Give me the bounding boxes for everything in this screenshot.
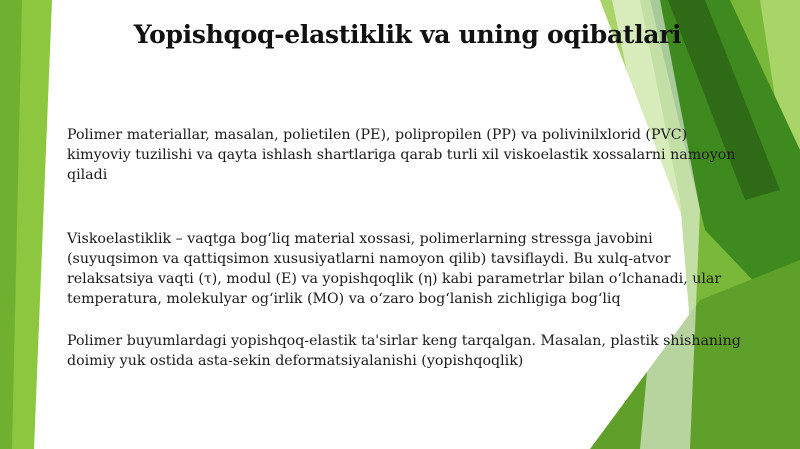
slide-title: Yopishqoq-elastiklik va uning oqibatlari [133, 20, 682, 49]
paragraph-1: Polimer materiallar, masalan, polietilen (PE), polipropilen (PP) va polivinilxlorid (PVC) kimyoviy tuzilishi va qayta ishlash shartlariga qarab turli xil viskoelastik xossalarni namoyon qiladi [67, 127, 736, 183]
paragraph-2: Viskoelastiklik – vaqtga bog‘liq material xossasi, polimerlarning stressga javobini (suyuqsimon va qattiqsimon xususiyatlarni namoyon qilib) tavsiflaydi. Bu xulq-atvor relaksatsiya vaqti (τ), modul (E) va yopishqoqlik (η) kabi parametrlar bilan o‘lchanadi, ular temperatura, molekulyar og‘irlik (MO) va o‘zaro bog‘lanish zichligiga bog‘liq [67, 231, 722, 307]
paragraph-3: Polimer buyumlardagi yopishqoq-elastik ta'sirlar keng tarqalgan. Masalan, plastik shishaning doimiy yuk ostida asta-sekin deformatsiyalanishi (yopishqoqlik) [67, 333, 741, 369]
